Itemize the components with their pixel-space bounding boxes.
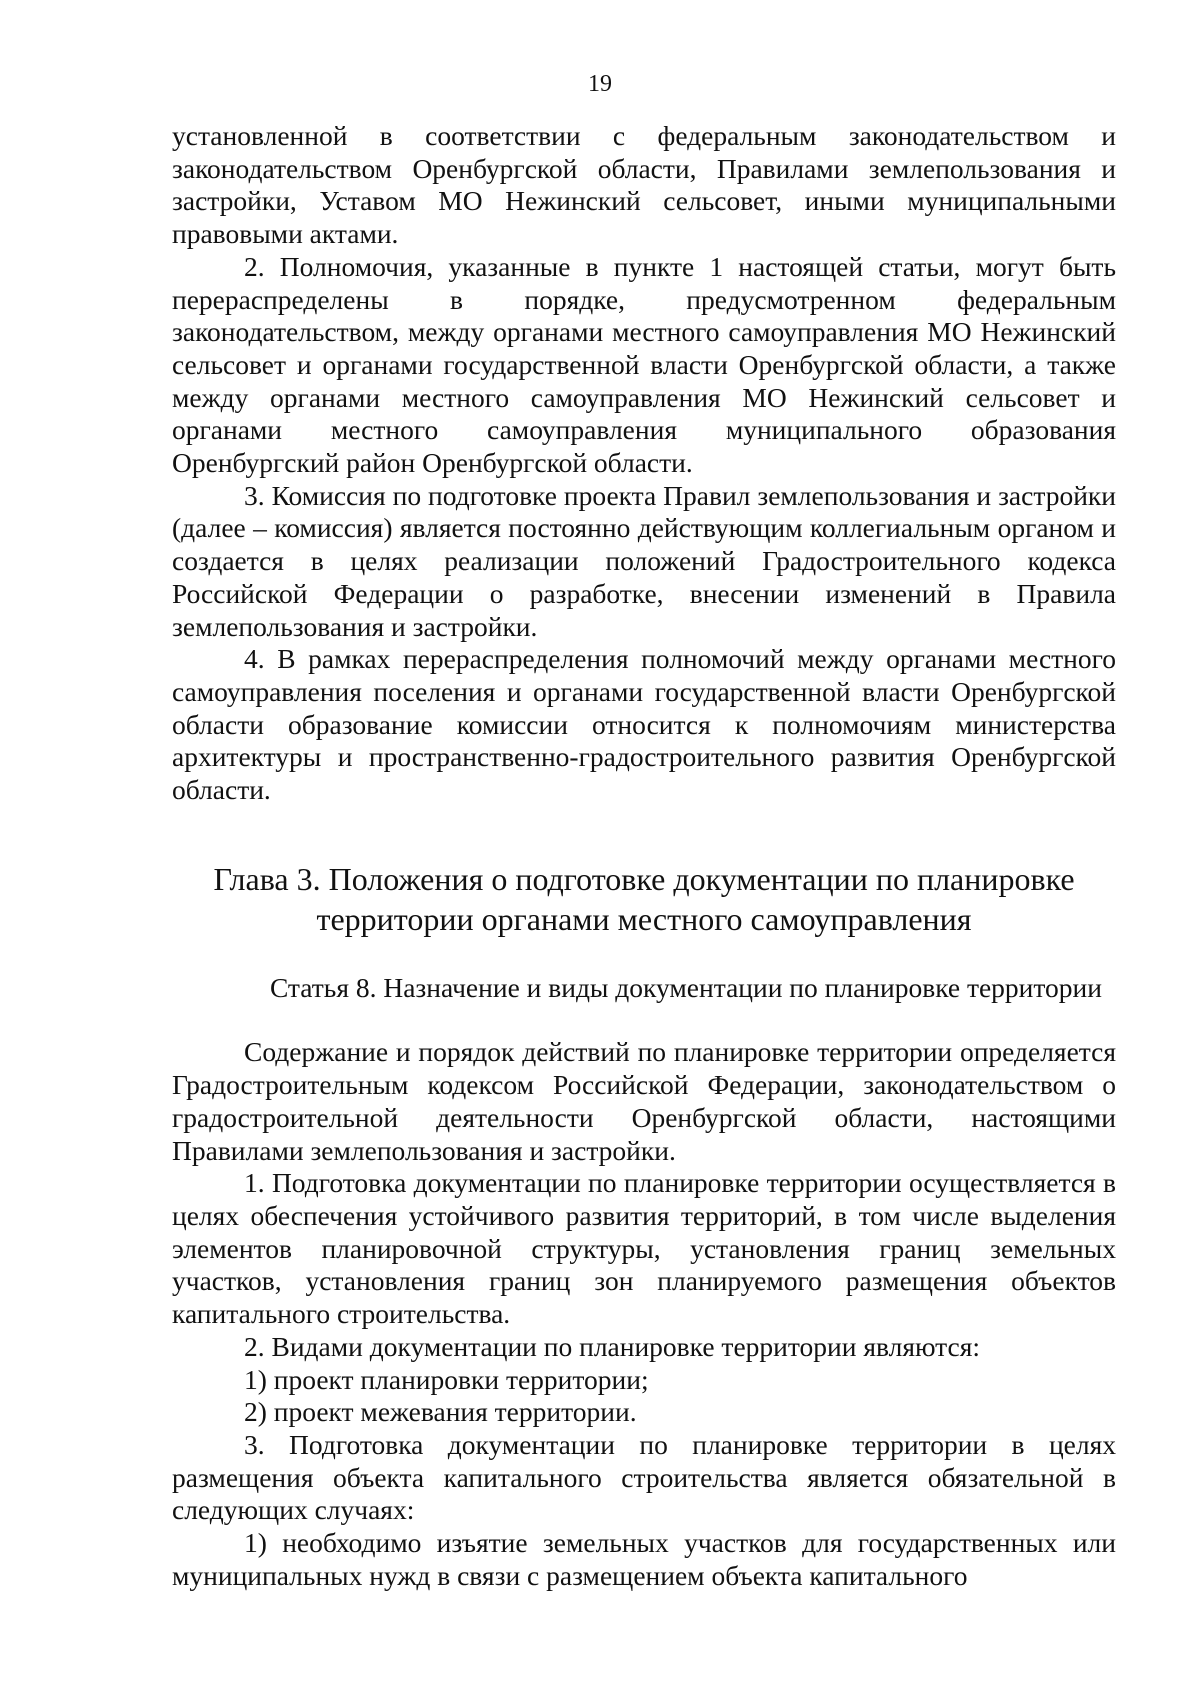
paragraph: 2. Видами документации по планировке территории являются:: [244, 1330, 981, 1362]
paragraph: 2. Полномочия, указанные в пункте 1 настоящей статьи, могут быть перераспределены в порядке, предусмотренном федеральным законодательством, между органами местного самоуправления МО Нежинский сельсовет и органами государственной власти Оренбургской области, а также между органами местного самоуправления МО Нежинский сельсовет и органами местного самоуправления муниципального образования Оренбургский район Оренбургской области.: [172, 250, 1116, 479]
list-item: 1) необходимо изъятие земельных участков для государственных или муниципальных нужд в связи с размещением объекта капитального: [172, 1527, 1116, 1591]
page-number: 19: [588, 71, 612, 97]
paragraph: 4. В рамках перераспределения полномочий между органами местного самоуправления поселения и органами государственной власти Оренбургской области образование комиссии относится к полномочиям министерства архитектуры и пространственно-градостроительного развития Оренбургской области.: [172, 643, 1116, 806]
paragraph: установленной в соответствии с федеральным законодательством и законодательством Оренбургской области, Правилами землепользования и застройки, Уставом МО Нежинский сельсовет, иными муниципальными правовыми актами.: [172, 120, 1116, 250]
paragraph: 1. Подготовка документации по планировке территории осуществляется в целях обеспечения устойчивого развития территорий, в том числе выделения элементов планировочной структуры, установления границ земельных участков, установления границ зон планируемого размещения объектов капитального строительства.: [172, 1167, 1116, 1330]
paragraph: 3. Комиссия по подготовке проекта Правил землепользования и застройки (далее – комиссия) является постоянно действующим коллегиальным органом и создается в целях реализации положений Градостроительного кодекса Российской Федерации о разработке, внесении изменений в Правила землепользования и застройки.: [172, 479, 1116, 642]
article-title: Статья 8. Назначение и виды документации по планировке территории: [269, 971, 1102, 1003]
list-item: 2) проект межевания территории.: [244, 1396, 637, 1428]
document-body: [172, 120, 1116, 1592]
paragraph: Содержание и порядок действий по планировке территории определяется Градостроительным кодексом Российской Федерации, законодательством о градостроительной деятельности Оренбургской области, настоящими Правилами землепользования и застройки.: [172, 1036, 1116, 1166]
list-item: 1) проект планировки территории;: [244, 1363, 649, 1395]
paragraph: 3. Подготовка документации по планировке территории в целях размещения объекта капитального строительства является обязательной в следующих случаях:: [172, 1428, 1116, 1526]
chapter-title: Глава 3. Положения о подготовке документации по планировке территории органами местного самоуправления: [213, 860, 1075, 937]
